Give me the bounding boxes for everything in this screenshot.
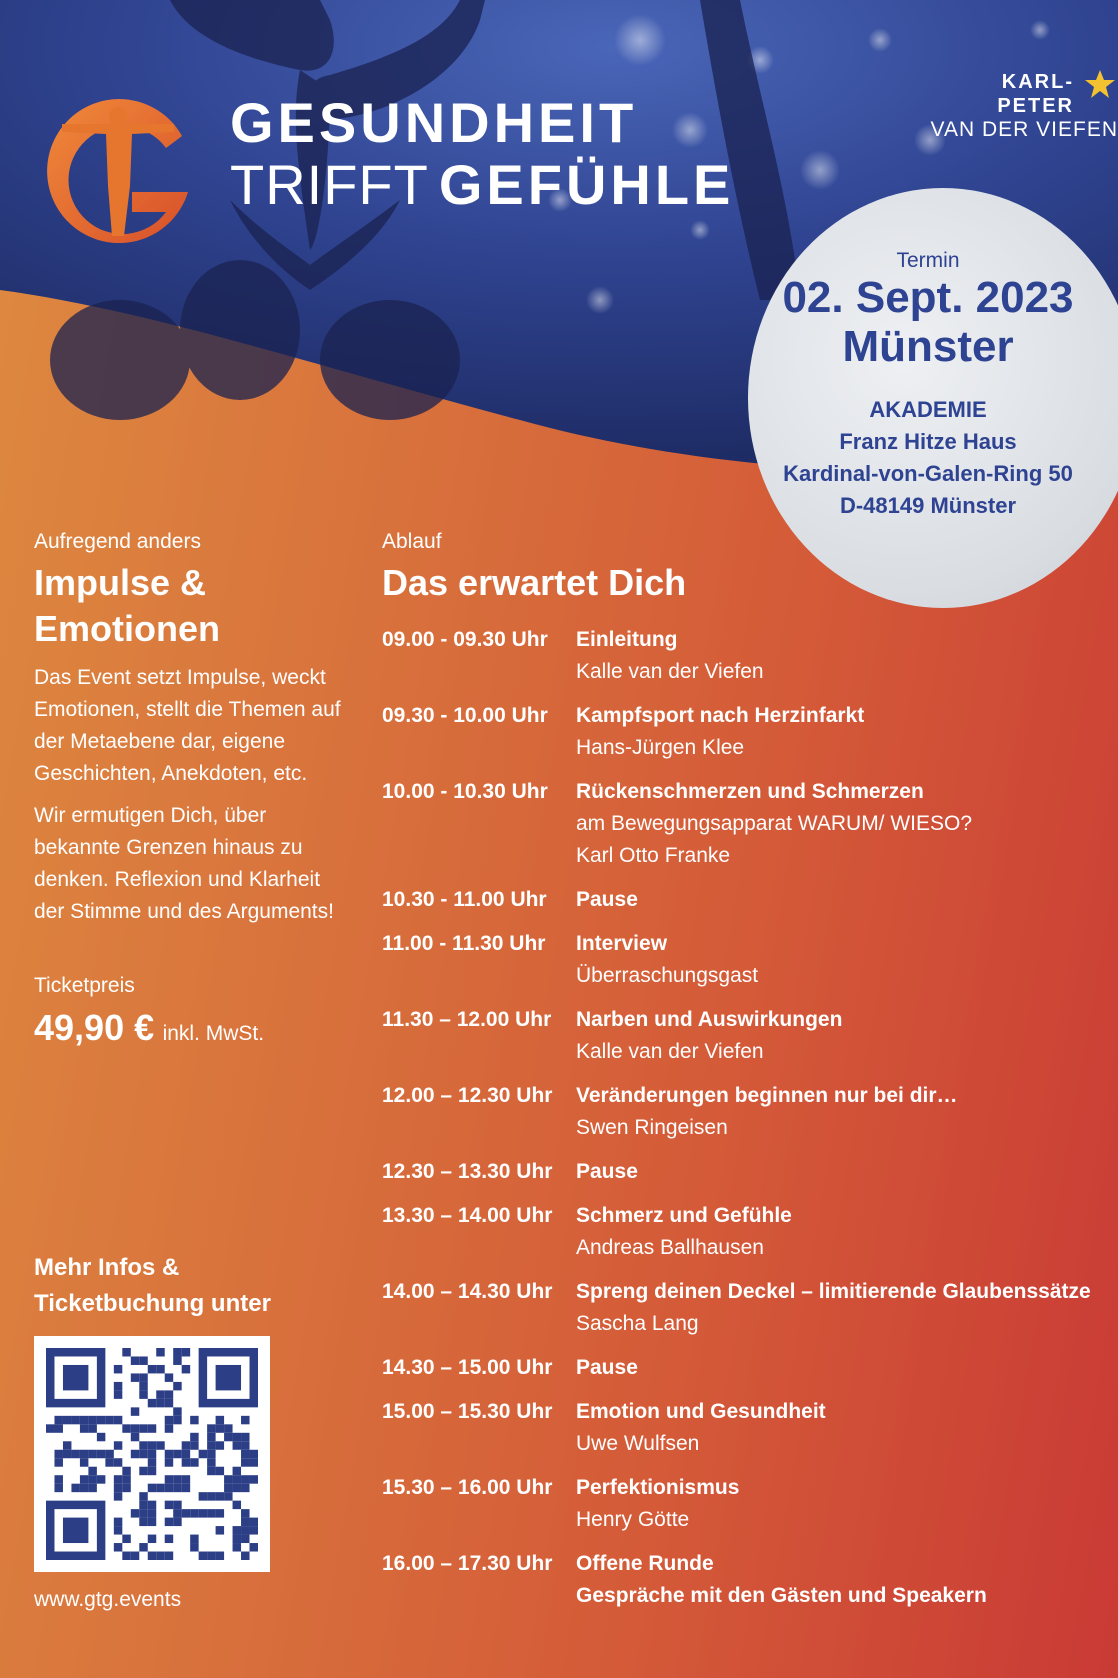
schedule-speaker: Andreas Ballhausen bbox=[576, 1236, 764, 1259]
schedule-speaker: Kalle van der Viefen bbox=[576, 1040, 764, 1063]
intro-section bbox=[34, 528, 344, 1058]
schedule-description bbox=[576, 624, 1102, 688]
qr-code-icon bbox=[46, 1348, 258, 1560]
schedule-time: 11.00 - 11.30 Uhr bbox=[382, 932, 546, 955]
brand-title bbox=[230, 92, 734, 216]
schedule-row bbox=[382, 884, 1102, 916]
schedule-description bbox=[576, 700, 1102, 764]
schedule-title: Pause bbox=[576, 1160, 638, 1183]
schedule-title: Schmerz und Gefühle bbox=[576, 1204, 792, 1227]
schedule-speaker: Henry Götte bbox=[576, 1508, 690, 1531]
brand-title-line1: GESUNDHEIT bbox=[230, 91, 638, 154]
schedule-row bbox=[382, 1548, 1102, 1612]
schedule-description bbox=[576, 776, 1102, 872]
ticket-label: Ticketpreis bbox=[34, 974, 135, 997]
schedule-title: Rückenschmerzen und Schmerzen bbox=[576, 780, 924, 803]
brand-title-bold: GEFÜHLE bbox=[438, 153, 735, 216]
ticket-price-note: inkl. MwSt. bbox=[162, 1022, 265, 1045]
schedule-speaker: Gespräche mit den Gästen und Speakern bbox=[576, 1584, 987, 1607]
schedule-speaker: Uwe Wulfsen bbox=[576, 1432, 700, 1455]
venue-line: Franz Hitze Haus bbox=[839, 429, 1017, 454]
schedule-row bbox=[382, 776, 1102, 872]
schedule-title: Interview bbox=[576, 932, 668, 955]
schedule-row bbox=[382, 1352, 1102, 1384]
schedule-time: 14.30 – 15.00 Uhr bbox=[382, 1356, 553, 1379]
schedule-row bbox=[382, 624, 1102, 688]
schedule-description bbox=[576, 1080, 1102, 1144]
schedule-section bbox=[382, 528, 1102, 1624]
schedule-row bbox=[382, 1472, 1102, 1536]
intro-heading-line1: Impulse & bbox=[34, 562, 207, 603]
schedule-time: 09.00 - 09.30 Uhr bbox=[382, 628, 548, 651]
schedule-title: Kampfsport nach Herzinfarkt bbox=[576, 704, 865, 727]
schedule-row bbox=[382, 700, 1102, 764]
more-info-line2: Ticketbuchung unter bbox=[34, 1290, 271, 1317]
more-info-heading bbox=[34, 1250, 334, 1322]
schedule-title: Perfektionismus bbox=[576, 1476, 740, 1499]
schedule-speaker: Überraschungsgast bbox=[576, 964, 759, 987]
schedule-title: Narben und Auswirkungen bbox=[576, 1008, 843, 1031]
schedule-row bbox=[382, 1156, 1102, 1188]
schedule-time: 16.00 – 17.30 Uhr bbox=[382, 1552, 553, 1575]
ticket-price: 49,90 € bbox=[34, 1007, 155, 1048]
organizer-line1: KARL-PETER bbox=[997, 71, 1074, 117]
schedule-description bbox=[576, 1004, 1102, 1068]
schedule-title: Offene Runde bbox=[576, 1552, 714, 1575]
schedule-row bbox=[382, 1004, 1102, 1068]
schedule-description bbox=[576, 1472, 1102, 1536]
schedule-speaker: Sascha Lang bbox=[576, 1312, 699, 1335]
schedule-description bbox=[576, 884, 1102, 916]
event-city: Münster bbox=[842, 322, 1014, 371]
event-label: Termin bbox=[896, 249, 960, 272]
schedule-row bbox=[382, 1200, 1102, 1264]
schedule-time: 11.30 – 12.00 Uhr bbox=[382, 1008, 552, 1031]
ticket-price-row bbox=[34, 1006, 344, 1058]
brand-title-light: TRIFFT bbox=[230, 153, 429, 216]
schedule-time: 12.00 – 12.30 Uhr bbox=[382, 1084, 553, 1107]
schedule-time: 10.00 - 10.30 Uhr bbox=[382, 780, 548, 803]
schedule-time: 12.30 – 13.30 Uhr bbox=[382, 1160, 553, 1183]
schedule-time: 10.30 - 11.00 Uhr bbox=[382, 888, 547, 911]
schedule-time: 09.30 - 10.00 Uhr bbox=[382, 704, 548, 727]
venue-line: Kardinal-von-Galen-Ring 50 bbox=[783, 461, 1073, 486]
schedule-title: Veränderungen beginnen nur bei dir… bbox=[576, 1084, 958, 1107]
schedule-row bbox=[382, 1276, 1102, 1340]
schedule-title: Pause bbox=[576, 1356, 638, 1379]
intro-paragraph: Wir ermutigen Dich, über bekannte Grenzen hinaus zu denken. Reflexion und Klarheit der Stimme und des Arguments! bbox=[34, 804, 334, 923]
schedule-speaker: Hans-Jürgen Klee bbox=[576, 736, 745, 759]
organizer-line2: VAN DER VIEFEN bbox=[930, 118, 1118, 141]
event-date: 02. Sept. 2023 bbox=[782, 273, 1074, 322]
schedule-row bbox=[382, 1396, 1102, 1460]
star-icon bbox=[1084, 68, 1116, 100]
schedule-description bbox=[576, 1548, 1102, 1612]
schedule-description bbox=[576, 1156, 1102, 1188]
more-info-line1: Mehr Infos & bbox=[34, 1254, 180, 1281]
schedule-description bbox=[576, 1396, 1102, 1460]
schedule-speaker: Kalle van der Viefen bbox=[576, 660, 764, 683]
schedule-speaker: am Bewegungsapparat WARUM/ WIESO? bbox=[576, 812, 973, 835]
gtg-logo-icon bbox=[32, 96, 204, 248]
qr-code[interactable] bbox=[34, 1336, 270, 1572]
organizer-logo bbox=[928, 70, 1118, 142]
schedule-title: Einleitung bbox=[576, 628, 678, 651]
schedule-speaker: Swen Ringeisen bbox=[576, 1116, 728, 1139]
schedule-time: 15.00 – 15.30 Uhr bbox=[382, 1400, 553, 1423]
schedule-title: Pause bbox=[576, 888, 638, 911]
schedule-description bbox=[576, 1200, 1102, 1264]
schedule-list bbox=[382, 624, 1102, 1612]
schedule-time: 14.00 – 14.30 Uhr bbox=[382, 1280, 553, 1303]
brand-title-line2 bbox=[230, 154, 734, 216]
schedule-row bbox=[382, 928, 1102, 992]
schedule-time: 13.30 – 14.00 Uhr bbox=[382, 1204, 553, 1227]
schedule-kicker: Ablauf bbox=[382, 530, 442, 553]
schedule-time: 15.30 – 16.00 Uhr bbox=[382, 1476, 553, 1499]
schedule-description bbox=[576, 1276, 1102, 1340]
schedule-heading: Das erwartet Dich bbox=[382, 562, 687, 603]
schedule-title: Emotion und Gesundheit bbox=[576, 1400, 826, 1423]
venue-line: D-48149 Münster bbox=[839, 493, 1017, 518]
schedule-title: Spreng deinen Deckel – limitierende Glaubenssätze bbox=[576, 1280, 1091, 1303]
venue-line: AKADEMIE bbox=[869, 397, 987, 422]
intro-kicker: Aufregend anders bbox=[34, 530, 201, 553]
schedule-row bbox=[382, 1080, 1102, 1144]
intro-paragraph: Das Event setzt Impulse, weckt Emotionen, stellt die Themen auf der Metaebene dar, eigene Geschichten, Anekdoten, etc. bbox=[34, 666, 341, 785]
website-link[interactable]: www.gtg.events bbox=[34, 1588, 182, 1611]
intro-heading-line2: Emotionen bbox=[34, 608, 220, 649]
schedule-speaker: Karl Otto Franke bbox=[576, 844, 731, 867]
schedule-description bbox=[576, 928, 1102, 992]
schedule-description bbox=[576, 1352, 1102, 1384]
